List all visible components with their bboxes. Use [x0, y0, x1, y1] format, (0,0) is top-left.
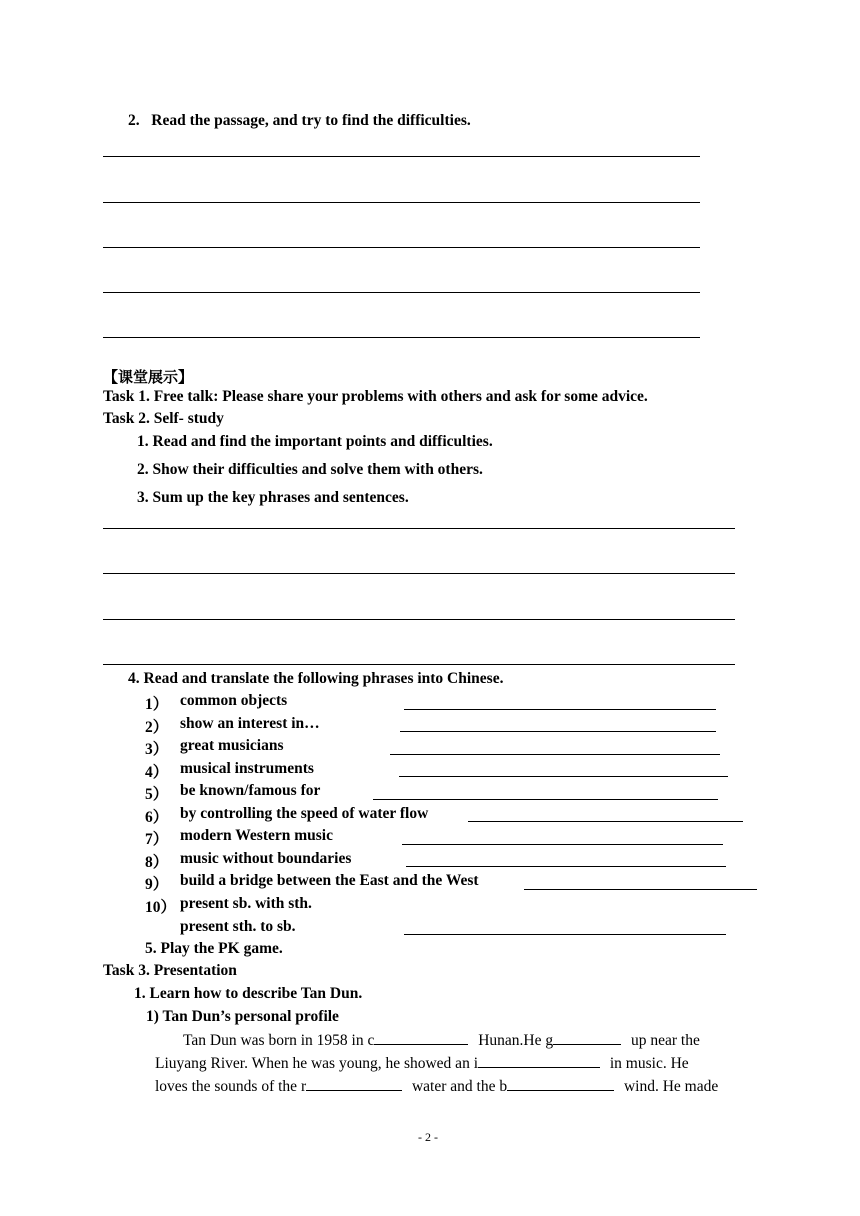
- task2-item-3: 3. Sum up the key phrases and sentences.: [137, 489, 409, 506]
- task1-text: Task 1. Free talk: Please share your problems with others and ask for some advice.: [103, 388, 648, 405]
- phrase-4-blank[interactable]: [399, 776, 728, 777]
- summary-line-4: [103, 664, 735, 665]
- answer-line-5: [103, 337, 700, 338]
- phrase-7-number: 7）: [145, 831, 169, 848]
- task3-heading: Task 3. Presentation: [103, 962, 237, 979]
- phrase-9-blank[interactable]: [524, 889, 757, 890]
- paragraph-line-3: [155, 1076, 718, 1096]
- summary-line-1: [103, 528, 735, 529]
- phrase-2-number: 2）: [145, 719, 169, 736]
- section2-item: 2. Read the passage, and try to find the difficulties.: [128, 112, 471, 129]
- blank-c[interactable]: [374, 1030, 468, 1045]
- paragraph-3c: wind. He made: [623, 1078, 719, 1095]
- paragraph-1c: up near the: [631, 1032, 700, 1049]
- phrase-6-text: by controlling the speed of water flow: [180, 805, 429, 822]
- task2-item-1: 1. Read and find the important points and difficulties.: [137, 433, 493, 450]
- blank-b[interactable]: [507, 1076, 614, 1091]
- task2-item-2: 2. Show their difficulties and solve them with others.: [137, 461, 483, 478]
- answer-line-3: [103, 247, 700, 248]
- answer-line-2: [103, 202, 700, 203]
- phrase-10-text-line2: present sth. to sb.: [180, 918, 296, 935]
- phrase-10-number: 10）: [145, 899, 177, 916]
- blank-r[interactable]: [306, 1076, 402, 1091]
- phrase-2-blank[interactable]: [400, 731, 716, 732]
- paragraph-1b: Hunan.He g: [478, 1032, 554, 1049]
- phrase-9-text: build a bridge between the East and the West: [180, 872, 479, 889]
- phrase-2-text: show an interest in…: [180, 715, 320, 732]
- phrase-3-text: great musicians: [180, 737, 284, 754]
- task2-heading: Task 2. Self- study: [103, 410, 224, 427]
- answer-line-4: [103, 292, 700, 293]
- phrase-10-text: present sb. with sth.: [180, 895, 312, 912]
- phrase-4-number: 4）: [145, 764, 169, 781]
- profile-heading: 1) Tan Dun’s personal profile: [146, 1008, 339, 1025]
- phrase-8-blank[interactable]: [406, 866, 726, 867]
- answer-line-1: [103, 156, 700, 157]
- phrase-8-number: 8）: [145, 854, 169, 871]
- phrase-9-number: 9）: [145, 876, 169, 893]
- pk-game: 5. Play the PK game.: [145, 940, 283, 957]
- paragraph-2a: Liuyang River. When he was young, he showed an i: [155, 1055, 478, 1072]
- paragraph-3b: water and the b: [411, 1078, 508, 1095]
- phrase-8-text: music without boundaries: [180, 850, 352, 867]
- phrase-5-number: 5）: [145, 786, 169, 803]
- paragraph-line-2: [155, 1053, 689, 1073]
- page-number: - 2 -: [418, 1130, 438, 1144]
- phrase-4-text: musical instruments: [180, 760, 314, 777]
- classroom-heading: 【课堂展示】: [103, 368, 194, 386]
- blank-g[interactable]: [553, 1030, 621, 1045]
- phrase-3-number: 3）: [145, 741, 169, 758]
- paragraph-line-1: [183, 1030, 700, 1050]
- translate-heading: 4. Read and translate the following phrases into Chinese.: [128, 670, 504, 687]
- phrase-5-blank[interactable]: [373, 799, 718, 800]
- phrase-6-number: 6）: [145, 809, 169, 826]
- paragraph-1a: Tan Dun was born in 1958 in c: [183, 1032, 375, 1049]
- phrase-1-blank[interactable]: [404, 709, 716, 710]
- paragraph-3a: loves the sounds of the r: [155, 1078, 307, 1095]
- phrase-7-blank[interactable]: [402, 844, 723, 845]
- summary-line-3: [103, 619, 735, 620]
- phrase-3-blank[interactable]: [390, 754, 720, 755]
- phrase-10-blank[interactable]: [404, 934, 726, 935]
- blank-i[interactable]: [478, 1053, 600, 1068]
- summary-line-2: [103, 573, 735, 574]
- phrase-1-number: 1）: [145, 696, 169, 713]
- phrase-7-text: modern Western music: [180, 827, 333, 844]
- phrase-6-blank[interactable]: [468, 821, 743, 822]
- paragraph-2b: in music. He: [609, 1055, 689, 1072]
- phrase-1-text: common objects: [180, 692, 288, 709]
- phrase-5-text: be known/famous for: [180, 782, 321, 799]
- task3-item-1: 1. Learn how to describe Tan Dun.: [134, 985, 363, 1002]
